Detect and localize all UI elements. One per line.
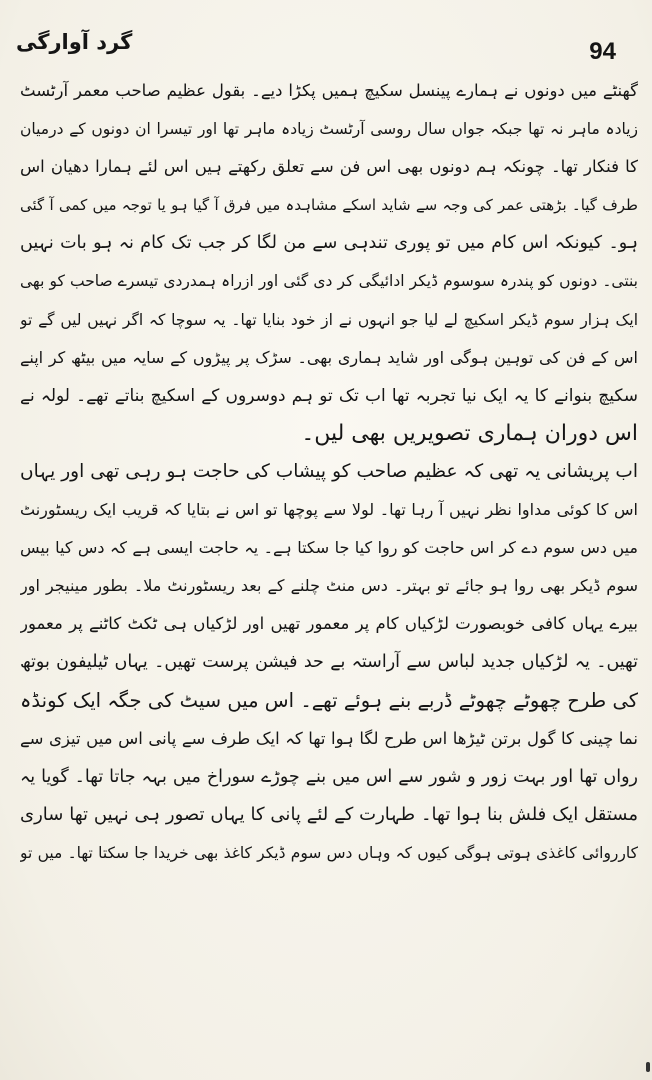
text-line: اس کا کوئی مداوا نظر نہیں آ رہا تھا۔ لولا سے پوچھا تو اس نے بتایا کہ قریب ایک ریسٹورنٹ	[20, 500, 638, 520]
text-line: طرف گیا۔ بڑھتی عمر کی وجہ سے شاید اسکے مشاہدہ میں فرق آ گیا ہو یا توجہ میں کمی آ گئی	[20, 196, 638, 215]
text-line: کارروائی کاغذی ہوتی ہوگی کیوں کہ وہاں دس سوم ڈیکر کاغذ بھی خریدا جا سکتا تھا۔ میں تو	[20, 843, 638, 862]
body-text	[20, 72, 638, 1062]
text-line: نما چینی کا گول برتن ٹیڑھا اس طرح لگا ہوا تھا کہ ایک طرف سے پانی اس میں تیزی سے	[20, 728, 638, 748]
text-line: کی طرح چھوٹے چھوٹے ڈربے بنے ہوئے تھے۔ اس میں سیٹ کی جگہ ایک کونڈہ	[20, 688, 638, 712]
text-line: گھنٹے میں دونوں نے ہمارے پینسل سکیچ ہمیں پکڑا دیے۔ بقول عظیم صاحب معمر آرٹسٹ	[20, 81, 638, 100]
text-line: ایک ہزار سوم ڈیکر اسکیچ لے لیا جو انہوں نے از خود بنایا تھا۔ یہ سوچا کہ اگر نہیں لیں گے تو	[20, 310, 638, 329]
text-line: کا فنکار تھا۔ چونکہ ہم دونوں بھی اس فن سے تعلق رکھتے ہیں اس لئے ہمارا دھیان اس	[20, 157, 638, 177]
text-line: اس کے فن کی توہین ہوگی اور شاید ہماری بھی۔ سڑک پر پیڑوں کے سایہ میں بیٹھ کر اپنے	[20, 347, 638, 367]
text-line: اس دوران ہماری تصویریں بھی لیں۔	[301, 420, 638, 446]
text-line: سکیچ بنوانے کا یہ ایک نیا تجربہ تھا اب تک تو ہم دوسروں کے اسکیچ بناتے تھے۔ لولہ نے	[20, 385, 638, 406]
text-line: ہو۔ کیونکہ اس کام میں تو پوری تندہی سے من لگا کر جب تک کام نہ ہو بات نہیں	[20, 233, 638, 254]
text-line: میں دس سوم دے کر اس حاجت کو روا کیا جا سکتا ہے۔ یہ حاجت ایسی ہے کہ دس کیا بیس	[20, 538, 638, 558]
text-line: اب پریشانی یہ تھی کہ عظیم صاحب کو پیشاب کی حاجت ہو رہی تھی اور یہاں	[20, 460, 638, 482]
text-line: تھیں۔ یہ لڑکیاں جدید لباس سے آراستہ بے حد فیشن پرست تھیں۔ یہاں ٹیلیفون بوتھ	[20, 652, 638, 673]
text-line: سوم ڈیکر بھی روا ہو جائے تو بہتر۔ دس منٹ چلنے کے بعد ریسٹورنٹ ملا۔ بطور مینیجر اور	[20, 576, 638, 596]
text-line: مستقل ایک فلش بنا ہوا تھا۔ طہارت کے لئے پانی کا یہاں تصور ہی نہیں تھا ساری	[20, 803, 638, 825]
text-line: بیرے یہاں کافی خوبصورت لڑکیاں کام پر معمور تھیں اور لڑکیاں ہی ٹکٹ کاٹنے پر معمور	[20, 614, 638, 634]
running-header: گرد آوارگی	[16, 30, 133, 54]
margin-mark	[646, 1062, 650, 1072]
text-line: زیادہ ماہر نہ تھا جبکہ جواں سال روسی آرٹسٹ زیادہ ماہر تھا اور تیسرا ان دونوں کے درمیان	[20, 120, 638, 139]
text-line: رواں تھا اور بہت زور و شور سے اس میں بنے چوڑے سوراخ میں بہہ جاتا تھا۔ گویا یہ	[20, 766, 638, 787]
text-line: بنتی۔ دونوں کو پندرہ سوسوم ڈیکر ادائیگی کر دی گئی اور ازراہ ہمدردی تیسرے صاحب کو بھی	[20, 272, 638, 291]
page-number: 94	[589, 38, 616, 65]
